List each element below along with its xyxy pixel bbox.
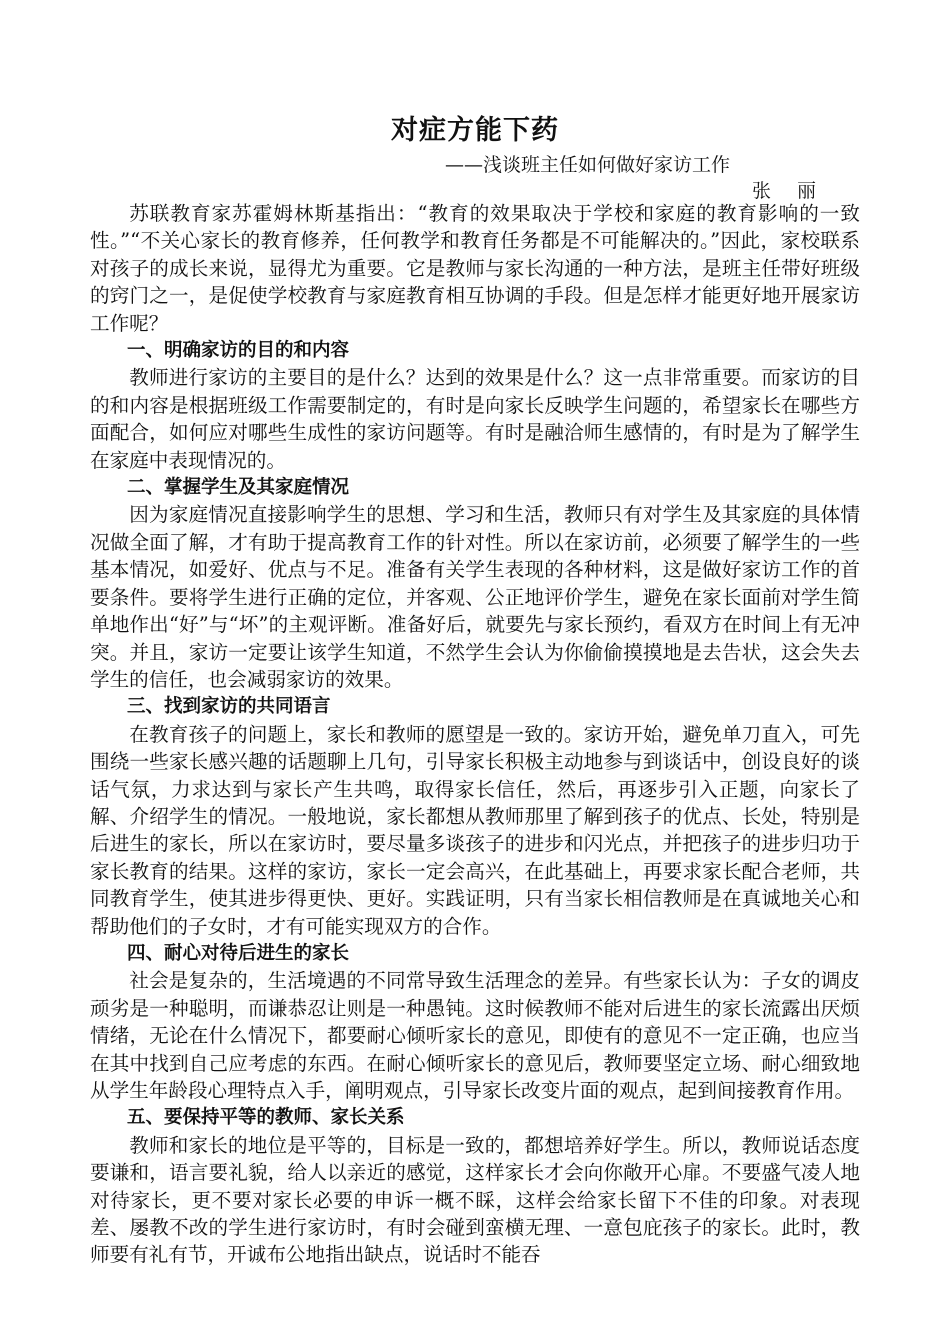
document-body [90,200,860,1269]
section-paragraph: 社会是复杂的，生活境遇的不同常导致生活理念的差异。有些家长认为：子女的调皮顽劣是一种聪明，而谦恭忍让则是一种愚钝。这时候教师不能对后进生的家长流露出厌烦情绪，无论在什么情况下，都要耐心倾听家长的意见，即使有的意见不一定正确，也应当在其中找到自己应考虑的东西。在耐心倾听家长的意见后，教师要坚定立场、耐心细致地从学生年龄段心理特点入手，阐明观点，引导家长改变片面的观点，起到间接教育作用。 [90,969,860,1102]
section-heading: 一、明确家访的目的和内容 [127,340,350,362]
section-heading: 四、耐心对待后进生的家长 [127,942,350,964]
intro-paragraph: 苏联教育家苏霍姆林斯基指出：“教育的效果取决于学校和家庭的教育影响的一致性。”“不关心家长的教育修养，任何教学和教育任务都是不可能解决的。”因此，家校联系对孩子的成长来说，显得尤为重要。它是教师与家长沟通的一种方法，是班主任带好班级的窍门之一，是促使学校教育与家庭教育相互协调的手段。但是怎样才能更好地开展家访工作呢？ [90,202,860,335]
document-subtitle: ——浅谈班主任如何做好家访工作 [445,154,731,176]
document-author: 张 丽 [752,180,827,202]
section-paragraph: 教师进行家访的主要目的是什么？达到的效果是什么？这一点非常重要。而家访的目的和内容是根据班级工作需要制定的，有时是向家长反映学生问题的，希望家长在哪些方面配合，如何应对哪些生成性的家访问题等。有时是融洽师生感情的，有时是为了解学生在家庭中表现情况的。 [90,366,860,472]
section-paragraph: 在教育孩子的问题上，家长和教师的愿望是一致的。家访开始，避免单刀直入，可先围绕一些家长感兴趣的话题聊上几句，引导家长积极主动地参与到谈话中，创设良好的谈话气氛，力求达到与家长产生共鸣，取得家长信任，然后，再逐步引入正题，向家长了解、介绍学生的情况。一般地说，家长都想从教师那里了解到孩子的优点、长处，特别是后进生的家长，所以在家访时，要尽量多谈孩子的进步和闪光点，并把孩子的进步归功于家长教育的结果。这样的家访，家长一定会高兴，在此基础上，再要求家长配合老师，共同教育学生，使其进步得更快、更好。实践证明，只有当家长相信教师是在真诚地关心和帮助他们的子女时，才有可能实现双方的合作。 [90,722,860,938]
section-heading: 五、要保持平等的教师、家长关系 [127,1107,405,1129]
section-paragraph: 因为家庭情况直接影响学生的思想、学习和生活，教师只有对学生及其家庭的具体情况做全面了解，才有助于提高教育工作的针对性。所以在家访前，必须要了解学生的一些基本情况，如爱好、优点与不足。准备有关学生表现的各种材料，这是做好家访工作的首要条件。要将学生进行正确的定位，并客观、公正地评价学生，避免在家长面前对学生简单地作出“好”与“坏”的主观评断。准备好后，就要先与家长预约，看双方在时间上有无冲突。并且，家访一定要让该学生知道，不然学生会认为你偷偷摸摸地是去告状，这会失去学生的信任，也会减弱家访的效果。 [90,503,860,691]
section-heading: 三、找到家访的共同语言 [127,696,331,718]
section-paragraph: 教师和家长的地位是平等的，目标是一致的，都想培养好学生。所以，教师说话态度要谦和，语言要礼貌，给人以亲近的感觉，这样家长才会向你敞开心扉。不要盛气凌人地对待家长，更不要对家长必要的申诉一概不睬，这样会给家长留下不佳的印象。对表现差、屡教不改的学生进行家访时，有时会碰到蛮横无理、一意包庇孩子的家长。此时，教师要有礼有节，开诚布公地指出缺点，说话时不能吞 [90,1133,860,1267]
section-heading: 二、掌握学生及其家庭情况 [127,477,350,499]
document-title: 对症方能下药 [391,115,559,146]
